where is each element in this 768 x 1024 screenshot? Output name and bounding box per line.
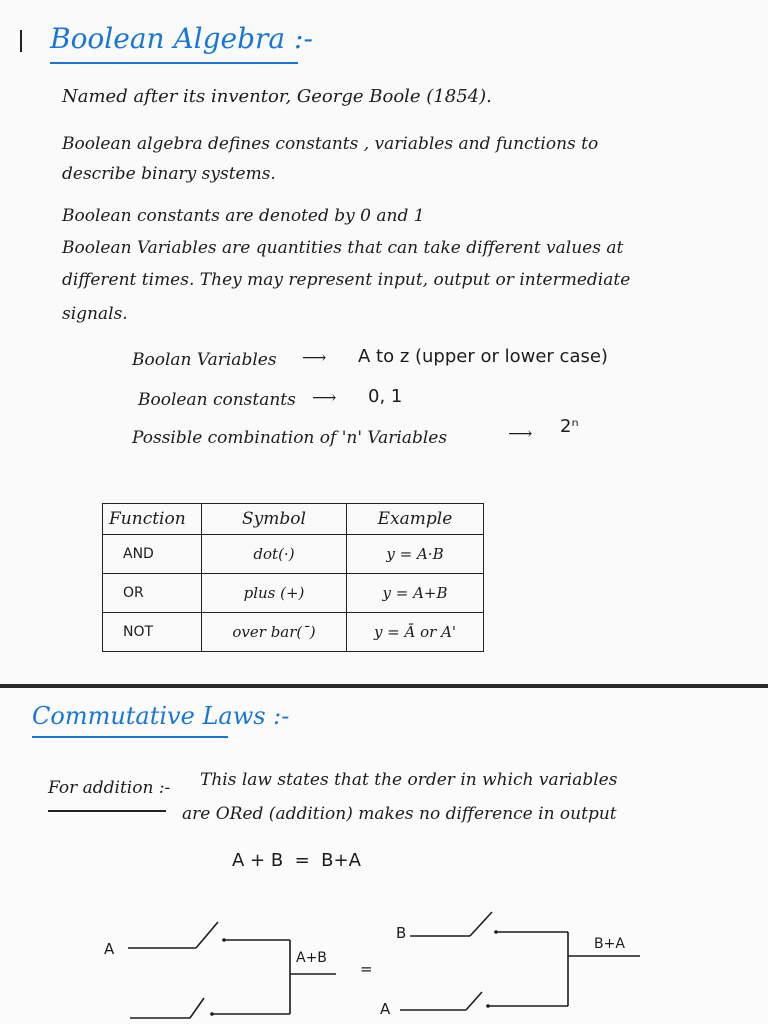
circuit-output-b-plus-a: B+A — [594, 936, 625, 952]
paragraph-line-2: Boolean algebra defines constants , variables and functions to — [62, 134, 599, 154]
section-title: Commutative Laws :- — [32, 702, 290, 730]
table-cell: y = A+B — [347, 574, 484, 613]
summary-value-constants: 0, 1 — [368, 386, 403, 407]
circuit-input-a: A — [104, 940, 115, 958]
summary-label-constants: Boolean constants — [138, 390, 296, 410]
table-cell: y = Ā or A' — [347, 613, 484, 652]
table-cell: dot(·) — [202, 535, 347, 574]
page-title: Boolean Algebra :- — [50, 22, 313, 55]
table-header-row — [103, 504, 484, 535]
table-cell: AND — [103, 535, 202, 574]
circuit-input-b: B — [396, 924, 407, 942]
table-row — [103, 613, 484, 652]
addition-text-line-1: This law states that the order in which variables — [200, 770, 618, 790]
summary-label-variables: Boolan Variables — [132, 350, 277, 370]
paragraph-line-7: signals. — [62, 304, 128, 324]
table-header: Function — [103, 504, 202, 535]
table-cell: NOT — [103, 613, 202, 652]
section-title-underline — [32, 736, 228, 738]
paragraph-line-5: Boolean Variables are quantities that can take different values at — [62, 238, 624, 258]
circuit-output-a-plus-b: A+B — [296, 950, 327, 966]
table-row — [103, 535, 484, 574]
summary-value-variables: A to z (upper or lower case) — [358, 346, 608, 367]
commutative-equation: A + B = B+A — [232, 850, 361, 871]
circuit-input-a-bottom: A — [380, 1000, 391, 1018]
circuit-equals: = — [360, 960, 373, 978]
paragraph-line-6: different times. They may represent input, output or intermediate — [62, 270, 631, 290]
table-cell: OR — [103, 574, 202, 613]
paragraph-line-3: describe binary systems. — [62, 164, 276, 184]
summary-label-combinations: Possible combination of 'n' Variables — [132, 428, 448, 448]
table-cell: over bar(¯) — [202, 613, 347, 652]
arrow-icon: ⟶ — [302, 348, 327, 368]
summary-value-combinations: 2ⁿ — [560, 416, 579, 437]
boolean-functions-table — [102, 503, 484, 652]
addition-label: For addition :- — [48, 778, 171, 798]
addition-text-line-2: are ORed (addition) makes no difference in output — [182, 804, 617, 824]
table-cell: y = A·B — [347, 535, 484, 574]
arrow-icon: ⟶ — [312, 388, 337, 408]
table-header: Example — [347, 504, 484, 535]
table-header: Symbol — [202, 504, 347, 535]
paragraph-line-4: Boolean constants are denoted by 0 and 1 — [62, 206, 425, 226]
paragraph-line-1: Named after its inventor, George Boole (1854). — [62, 86, 492, 107]
margin-mark — [20, 30, 22, 52]
arrow-icon: ⟶ — [508, 424, 533, 444]
addition-label-underline — [48, 810, 166, 812]
title-underline — [50, 62, 298, 64]
table-row — [103, 574, 484, 613]
table-cell: plus (+) — [202, 574, 347, 613]
